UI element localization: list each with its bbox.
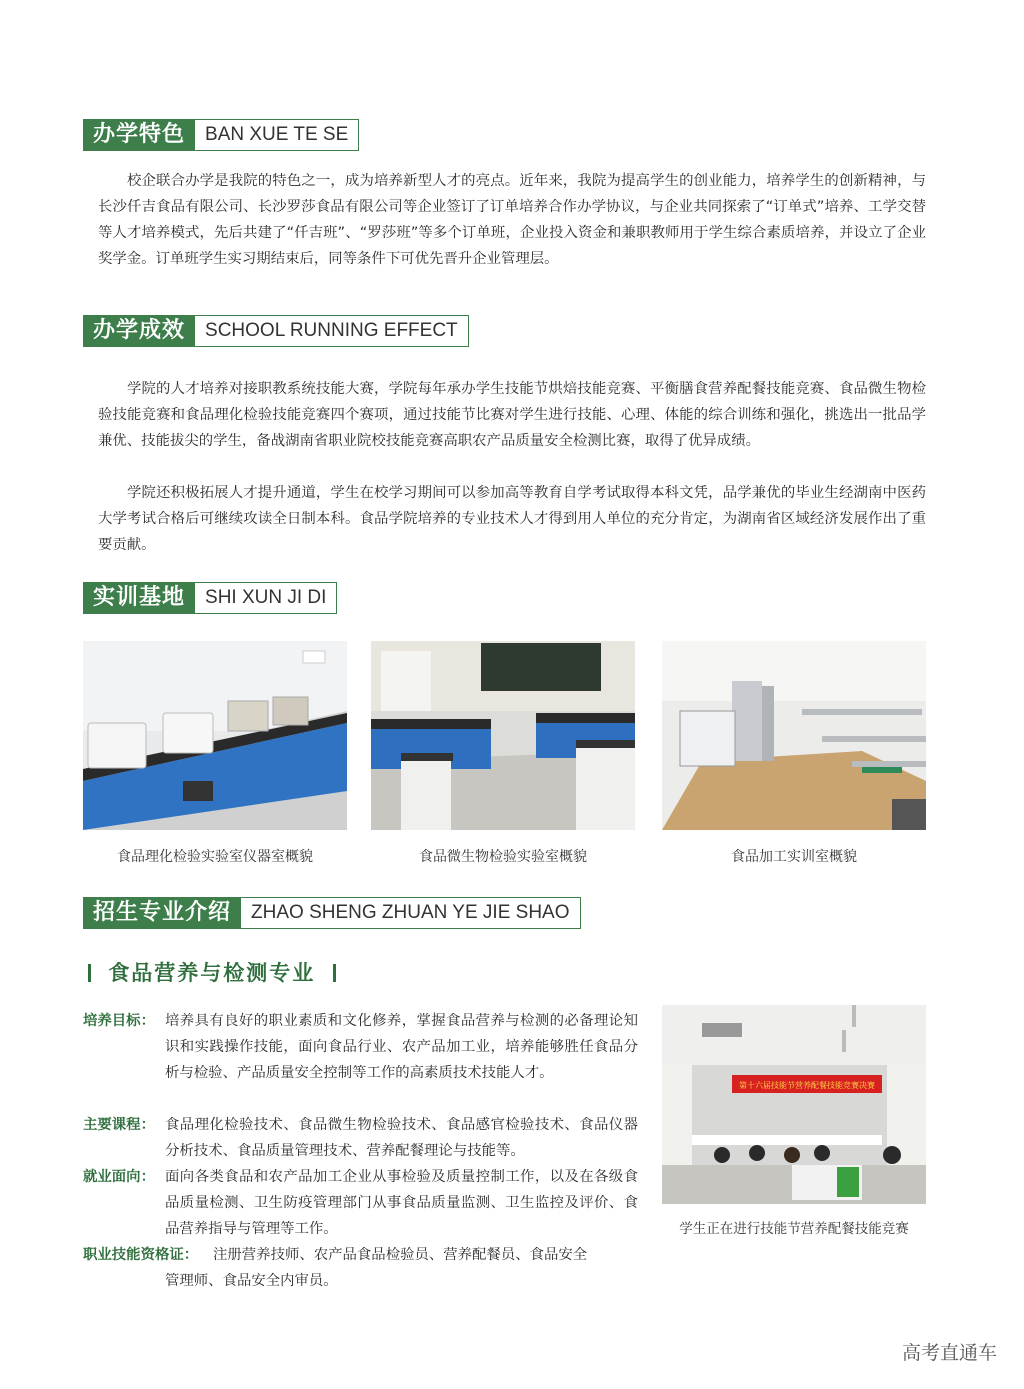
section-header-majors bbox=[83, 897, 581, 929]
lab-photo-1-caption: 食品理化检验实验室仪器室概貌 bbox=[117, 849, 313, 865]
section-title-cn: 办学成效 bbox=[83, 315, 195, 347]
effect-paragraph-1: 学院的人才培养对接职教系统技能大赛，学院每年承办学生技能节烘焙技能竞赛、平衡膳食营养配餐技能竞赛、食品微生物检验技能竞赛和食品理化检验技能竞赛四个赛项，通过技能节比赛对学生进行技能、心理、体能的综合训练和强化，挑选出一批品学兼优、技能拔尖的学生，备战湖南省职业院校技能竞赛高职农产品质量安全检测比赛，取得了优异成绩。 bbox=[98, 381, 926, 449]
courses-label: 主要课程： bbox=[83, 1117, 155, 1133]
banner-text: 第十六届技能节营养配餐技能竞赛决赛 bbox=[739, 1081, 875, 1090]
section-header-features bbox=[83, 119, 359, 151]
footer-watermark: 高考直通车 bbox=[901, 1342, 997, 1364]
effect-paragraph-2: 学院还积极拓展人才提升通道，学生在校学习期间可以参加高等教育自学考试取得本科文凭，品学兼优的毕业生经湖南中医药大学考试合格后可继续攻读全日制本科。食品学院培养的专业技术人才得到用人单位的充分肯定，为湖南省区域经济发展作出了重要贡献。 bbox=[98, 485, 926, 553]
major-cert bbox=[83, 1242, 638, 1294]
section-title-en: ZHAO SHENG ZHUAN YE JIE SHAO bbox=[241, 897, 580, 929]
lab-photo-2-caption: 食品微生物检验实验室概貌 bbox=[419, 849, 587, 865]
lab-photo-3-caption: 食品加工实训室概貌 bbox=[731, 849, 857, 865]
title-bar-right bbox=[333, 964, 336, 982]
cert-label: 职业技能资格证： bbox=[83, 1247, 199, 1263]
lab-photo-3 bbox=[662, 641, 926, 830]
section-title-en: SHI XUN JI DI bbox=[195, 582, 337, 614]
competition-caption: 学生正在进行技能节营养配餐技能竞赛 bbox=[679, 1221, 909, 1237]
jobs-label: 就业面向： bbox=[83, 1169, 155, 1185]
major-title-text: 食品营养与检测专业 bbox=[108, 961, 316, 985]
major-courses bbox=[83, 1112, 638, 1164]
courses-text: 食品理化检验技术、食品微生物检验技术、食品感官检验技术、食品仪器分析技术、食品质量管理技术、营养配餐理论与技能等。 bbox=[165, 1117, 638, 1159]
features-paragraph: 校企联合办学是我院的特色之一，成为培养新型人才的亮点。近年来，我院为提高学生的创业能力，培养学生的创新精神，与长沙仟吉食品有限公司、长沙罗莎食品有限公司等企业签订了订单培养合作办学协议，与企业共同探索了“订单式”培养、工学交替等人才培养模式，先后共建了“仟吉班”、“罗莎班”等多个订单班，企业投入资金和兼职教师用于学生综合素质培养，并设立了企业奖学金。订单班学生实习期结束后，同等条件下可优先晋升企业管理层。 bbox=[98, 173, 926, 267]
section-title-en: SCHOOL RUNNING EFFECT bbox=[195, 315, 469, 347]
goal-text: 培养具有良好的职业素质和文化修养，掌握食品营养与检测的必备理论知识和实践操作技能，面向食品行业、农产品加工业，培养能够胜任食品分析与检验、产品质量安全控制等工作的高素质技术技能人才。 bbox=[165, 1013, 638, 1081]
section-title-cn: 招生专业介绍 bbox=[83, 897, 241, 929]
section-title-cn: 实训基地 bbox=[83, 582, 195, 614]
jobs-text: 面向各类食品和农产品加工企业从事检验及质量控制工作，以及在各级食品质量检测、卫生防疫管理部门从事食品质量监测、卫生监控及评价、食品营养指导与管理等工作。 bbox=[165, 1169, 638, 1237]
goal-label: 培养目标： bbox=[83, 1013, 155, 1029]
major-goal bbox=[83, 1008, 638, 1086]
major-jobs bbox=[83, 1164, 638, 1242]
major-title bbox=[88, 957, 336, 987]
title-bar-left bbox=[88, 964, 91, 982]
section-header-base bbox=[83, 582, 337, 614]
cert-text-line-1: 注册营养技师、农产品食品检验员、营养配餐员、食品安全 bbox=[213, 1247, 588, 1263]
lab-photo-2 bbox=[371, 641, 635, 830]
cert-text-line-2: 管理师、食品安全内审员。 bbox=[165, 1273, 338, 1289]
section-title-cn: 办学特色 bbox=[83, 119, 195, 151]
section-header-effect bbox=[83, 315, 469, 347]
lab-photo-1 bbox=[83, 641, 347, 830]
competition-photo bbox=[662, 1005, 926, 1204]
section-title-en: BAN XUE TE SE bbox=[195, 119, 359, 151]
